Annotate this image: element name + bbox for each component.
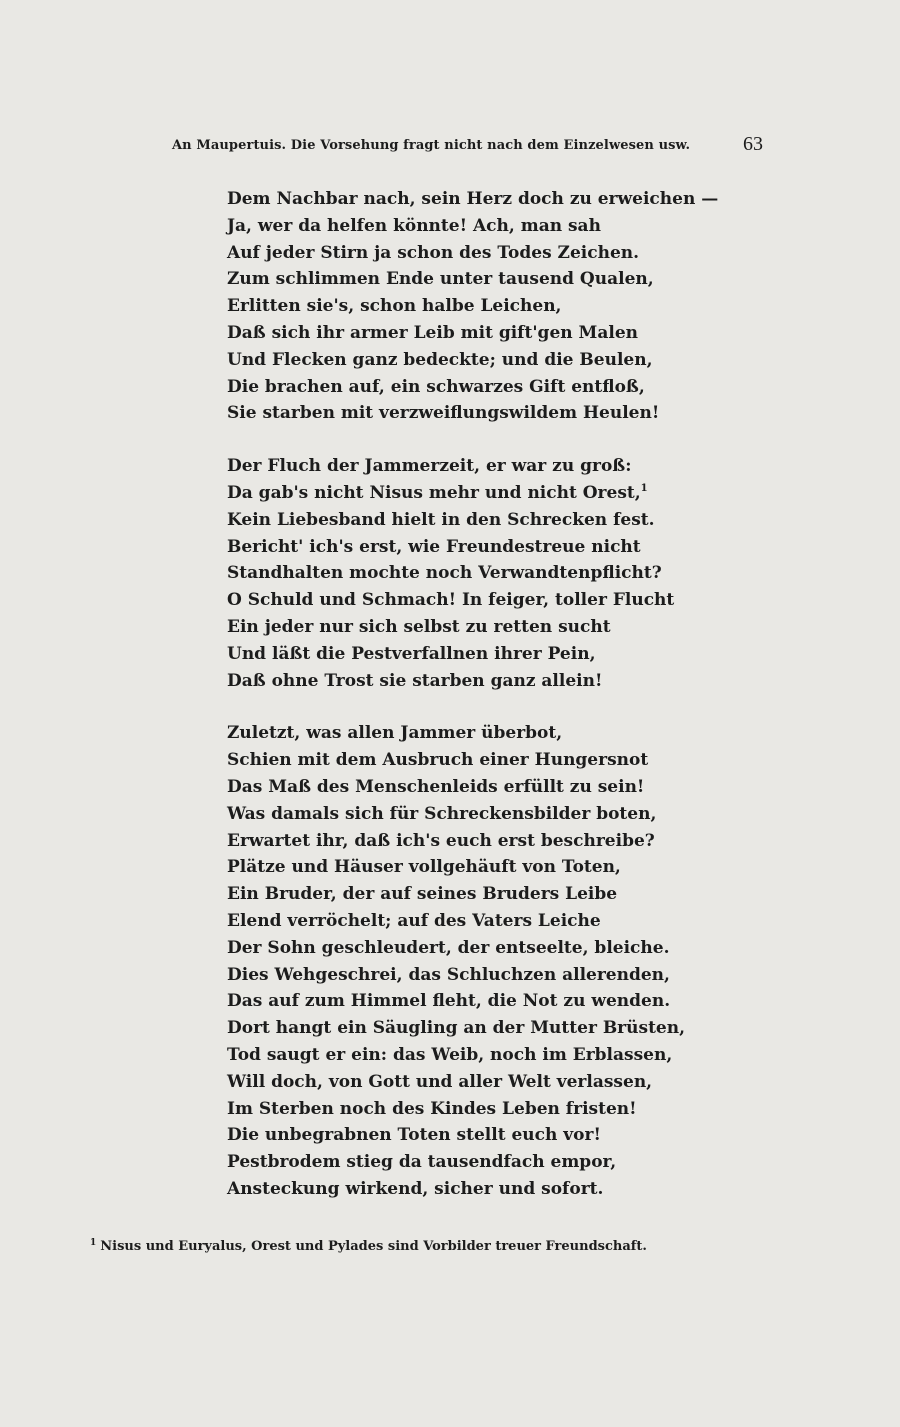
verse-line: Die unbegrabnen Toten stellt euch vor!: [227, 1125, 601, 1146]
verse-line: Die brachen auf, ein schwarzes Gift entfloß,: [227, 376, 645, 397]
verse-line: Standhalten mochte noch Verwandtenpflicht?: [227, 563, 662, 584]
verse-line: Daß sich ihr armer Leib mit gift'gen Malen: [227, 322, 639, 343]
verse-line: Was damals sich für Schreckensbilder boten,: [227, 803, 657, 824]
verse-line: Der Sohn geschleudert, der entseelte, bleiche.: [227, 937, 670, 958]
footnote-mark: 1: [90, 1238, 97, 1248]
verse-line: Das Maß des Menschenleids erfüllt zu sein!: [227, 776, 645, 797]
verse-line: Im Sterben noch des Kindes Leben fristen!: [227, 1098, 637, 1119]
stanza-3: [227, 720, 697, 1202]
verse-line: Der Fluch der Jammerzeit, er war zu groß:: [227, 456, 632, 477]
footnote-text: Nisus und Euryalus, Orest und Pylades sind Vorbilder treuer Freundschaft.: [100, 1239, 647, 1254]
stanza-2: [227, 453, 697, 694]
verse-line: Und läßt die Pestverfallnen ihrer Pein,: [227, 643, 596, 664]
verse-line: Dem Nachbar nach, sein Herz doch zu erweichen —: [227, 189, 719, 209]
verse-line: Zuletzt, was allen Jammer überbot,: [227, 723, 563, 744]
poem-body: [227, 186, 719, 1203]
verse-line: Ja, wer da helfen könnte! Ach, man sah: [227, 215, 601, 236]
verse-line: Ansteckung wirkend, sicher und sofort.: [227, 1178, 604, 1199]
verse-line: Daß ohne Trost sie starben ganz allein!: [227, 670, 603, 691]
verse-line: Erlitten sie's, schon halbe Leichen,: [227, 296, 562, 317]
verse-line: Und Flecken ganz bedeckte; und die Beulen,: [227, 349, 653, 370]
verse-line-text: Da gab's nicht Nisus mehr und nicht Orest,: [227, 482, 641, 503]
verse-line: Sie starben mit verzweiflungswildem Heulen!: [227, 403, 660, 424]
running-title: An Maupertuis. Die Vorsehung fragt nicht nach dem Einzelwesen usw.: [172, 138, 691, 153]
page-number: 63: [743, 133, 763, 155]
verse-line: O Schuld und Schmach! In feiger, toller Flucht: [227, 590, 675, 611]
verse-line: Auf jeder Stirn ja schon des Todes Zeichen.: [227, 242, 640, 263]
verse-line: Schien mit dem Ausbruch einer Hungersnot: [227, 750, 649, 771]
verse-line: Ein Bruder, der auf seines Bruders Leibe: [227, 884, 618, 905]
verse-line: Tod saugt er ein: das Weib, noch im Erblassen,: [227, 1044, 673, 1065]
verse-line: Erwartet ihr, daß ich's euch erst beschreibe?: [227, 830, 655, 851]
stanza-1: [227, 186, 719, 427]
verse-line: Kein Liebesband hielt in den Schrecken fest.: [227, 509, 655, 530]
verse-line: Zum schlimmen Ende unter tausend Qualen,: [227, 269, 654, 290]
verse-line: Elend verröchelt; auf des Vaters Leiche: [227, 910, 601, 931]
verse-line: Dies Wehgeschrei, das Schluchzen allerenden,: [227, 964, 670, 985]
verse-line: Will doch, von Gott und aller Welt verlassen,: [227, 1071, 653, 1092]
verse-line-with-footnote: [227, 480, 697, 507]
verse-line: Plätze und Häuser vollgehäuft von Toten,: [227, 857, 621, 878]
verse-line: Bericht' ich's erst, wie Freundestreue nicht: [227, 536, 641, 557]
verse-line: Das auf zum Himmel fleht, die Not zu wenden.: [227, 991, 671, 1012]
footnote: [90, 1238, 647, 1254]
footnote-reference: 1: [640, 482, 648, 494]
verse-line: Pestbrodem stieg da tausendfach empor,: [227, 1152, 617, 1173]
verse-line: Dort hangt ein Säugling an der Mutter Brüsten,: [227, 1018, 686, 1039]
verse-line: Ein jeder nur sich selbst zu retten sucht: [227, 616, 611, 637]
